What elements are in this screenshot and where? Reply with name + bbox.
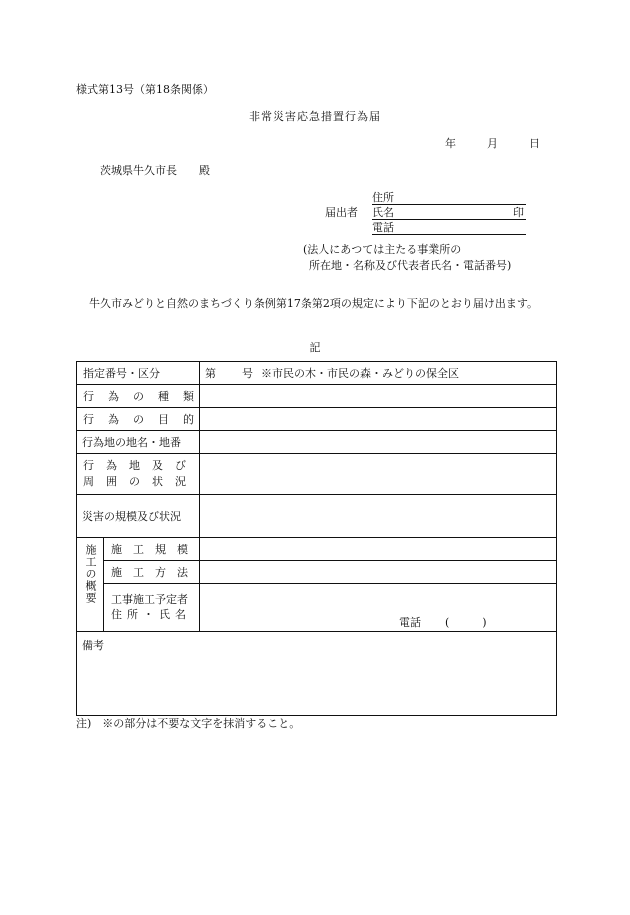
form-number: 様式第13号（第18条関係） xyxy=(76,83,214,96)
report-table xyxy=(76,361,557,716)
body-text: 牛久市みどりと自然のまちづくり条例第17条第2項の規定により下記のとおり届け出ます。 xyxy=(89,297,539,310)
construction-outline-label: 施工の概要 xyxy=(84,544,97,604)
corporate-note-line1: (法人にあつては主たる事業所の xyxy=(303,243,462,256)
reporter-phone-label: 電話 xyxy=(372,221,394,234)
document-title: 非常災害応急措置行為届 xyxy=(249,110,381,123)
surroundings-value[interactable] xyxy=(200,454,556,494)
construction-method-value[interactable] xyxy=(200,561,556,583)
act-type-label: 行為の種類 xyxy=(83,390,208,403)
reporter-phone-field[interactable] xyxy=(372,221,526,235)
contractor-phone: 電話 ( ) xyxy=(399,616,487,629)
designation-value[interactable]: 第 号 ※市民の木・市民の森・みどりの保全区 xyxy=(205,367,459,380)
remarks-label: 備考 xyxy=(82,639,104,652)
date-year: 年 xyxy=(445,137,456,150)
location-label: 行為地の地名・地番 xyxy=(82,436,181,449)
contractor-value[interactable] xyxy=(200,584,556,631)
contractor-label-line1: 工事施工予定者 xyxy=(111,593,188,606)
disaster-label: 災害の規模及び状況 xyxy=(82,510,181,523)
reporter-label: 届出者 xyxy=(325,206,358,219)
date-month: 月 xyxy=(487,137,498,150)
act-type-value[interactable] xyxy=(200,385,556,407)
reporter-address-field[interactable] xyxy=(372,191,526,205)
addressee: 茨城県牛久市長 殿 xyxy=(100,164,210,177)
construction-scale-value[interactable] xyxy=(200,538,556,560)
surroundings-label-line1: 行為地及び xyxy=(83,459,198,472)
date-day: 日 xyxy=(529,137,540,150)
reporter-name-label: 氏名 xyxy=(372,206,394,219)
construction-scale-label: 施工規模 xyxy=(111,543,199,556)
contractor-label-line2: 住所・氏名 xyxy=(111,608,191,621)
footnote: 注) ※の部分は不要な文字を抹消すること。 xyxy=(76,717,301,730)
reporter-name-field[interactable] xyxy=(372,206,526,220)
remarks-value[interactable] xyxy=(78,632,555,715)
location-value[interactable] xyxy=(200,431,556,453)
ki-heading: 記 xyxy=(309,341,321,354)
seal-mark: 印 xyxy=(513,206,524,219)
disaster-value[interactable] xyxy=(200,495,556,537)
construction-method-label: 施工方法 xyxy=(111,566,199,579)
reporter-address-label: 住所 xyxy=(372,191,394,204)
corporate-note-line2: 所在地・名称及び代表者氏名・電話番号) xyxy=(309,259,512,272)
date-line xyxy=(445,137,540,150)
surroundings-label-line2: 周囲の状況 xyxy=(83,475,198,488)
act-purpose-value[interactable] xyxy=(200,408,556,430)
designation-label: 指定番号・区分 xyxy=(83,367,160,380)
act-purpose-label: 行為の目的 xyxy=(83,413,208,426)
